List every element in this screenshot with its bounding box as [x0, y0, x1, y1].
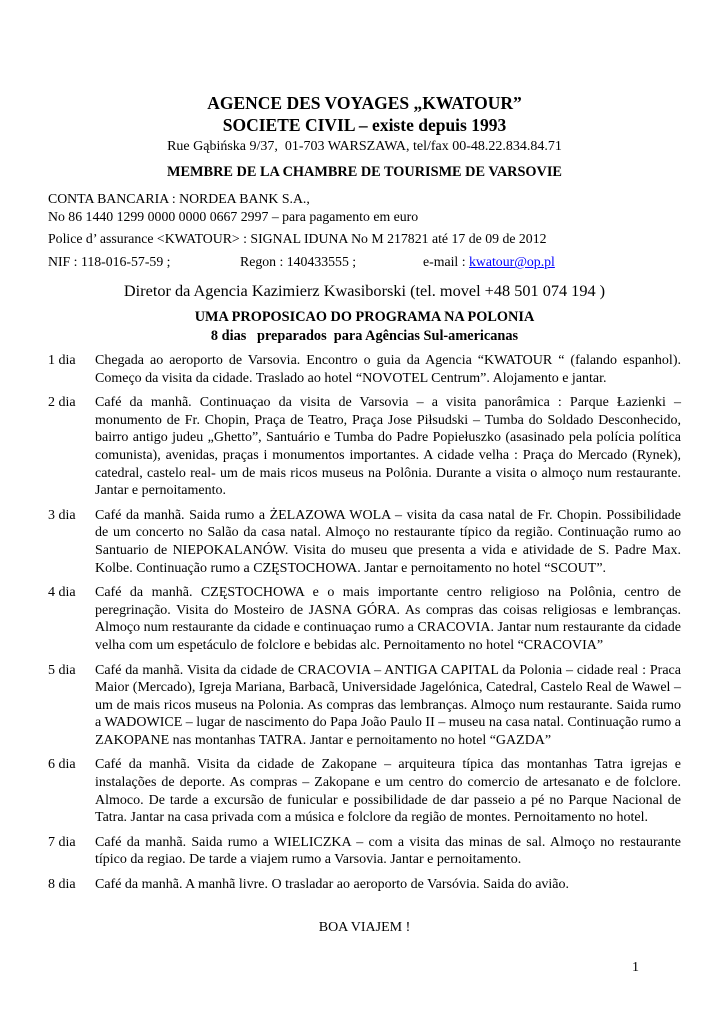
day-text: Café da manhã. Visita da cidade de CRACOVIA – ANTIGA CAPITAL da Polonia – cidade real : Praca Maior (Mercado), Igreja Mariana, Barbacã, Universidade Jagelónica, Catedral, Castelo Real de Wawel – um de mais ricos museus na Polonia. As compras das lembranças. Almoço num restaurante. Saida rumo a WADOWICE – lugar de nascimento do Papa João Paulo II – museu na casa natal. Continuação rumo a ZAKOPANE nas montanhas TATRA. Jantar e pernoitamento no hotel “GAZDA”: [95, 662, 681, 748]
agency-subtitle: SOCIETE CIVIL – existe depuis 1993: [222, 115, 507, 135]
bank-account-line2: No 86 1440 1299 0000 0000 0667 2997 – para pagamento em euro: [48, 209, 419, 224]
day-label: 8 dia: [48, 877, 76, 893]
day-label: 1 dia: [48, 353, 76, 368]
day-row-3: [48, 507, 681, 577]
itinerary-list: [48, 352, 681, 894]
day-row-1: [48, 352, 681, 387]
day-row-4: [48, 584, 681, 654]
day-label: 4 dia: [48, 585, 76, 601]
day-label: 7 dia: [48, 834, 76, 850]
director-line: Diretor da Agencia Kazimierz Kwasiborski (tel. movel +48 501 074 194 ): [123, 281, 606, 300]
page-number: 1: [632, 960, 639, 975]
email-link[interactable]: kwatour@op.pl: [468, 254, 555, 269]
email-label: e-mail :: [423, 254, 469, 269]
agency-address: Rue Gąbińska 9/37, 01-703 WARSZAWA, tel/fax 00-48.22.834.84.71: [167, 139, 562, 154]
day-label: 2 dia: [48, 395, 76, 411]
day-row-6: [48, 756, 681, 826]
program-subtitle: 8 dias preparados para Agências Sul-americanas: [210, 328, 519, 344]
bank-info-block: [48, 190, 681, 271]
agency-title: AGENCE DES VOYAGES „KWATOUR”: [207, 93, 522, 113]
bank-account-line1: CONTA BANCARIA : NORDEA BANK S.A.,: [48, 191, 310, 206]
day-label: 3 dia: [48, 507, 76, 523]
day-text: Café da manhã. Saida rumo a ŻELAZOWA WOLA – visita da casa natal de Fr. Chopin. Possibilidade de um concerto no Salão da casa natal. Almoço no restaurante típico da região. Continuação rumo ao Santuario de NIEPOKALANÓW. Visita do museu que presenta a vida e atividade de S. Padre Max. Kolbe. Continuação rumo a CZĘSTOCHOWA. Jantar e pernoitamento no hotel “SCOUT”.: [95, 507, 681, 576]
day-row-2: [48, 394, 681, 500]
program-title: UMA PROPOSICAO DO PROGRAMA NA POLONIA: [194, 309, 535, 325]
day-text: Café da manhã. Saida rumo a WIELICZKA – com a visita das minas de sal. Almoço no restaurante típico da regiao. De tarde a viajem rumo a Varsovia. Jantar e pernoitamento.: [95, 834, 681, 868]
day-text: Chegada ao aeroporto de Varsovia. Encontro o guia da Agencia “KWATOUR “ (falando espanhol). Começo da visita da cidade. Traslado ao hotel “NOVOTEL Centrum”. Alojamento e jantar.: [95, 353, 681, 386]
membership-line: MEMBRE DE LA CHAMBRE DE TOURISME DE VARSOVIE: [167, 164, 562, 180]
day-text: Café da manhã. Continuaçao da visita de Varsovia – a visita panorâmica : Parque Łazienki – monumento de Fr. Chopin, Praça de Teatro, Praça Jose Piłsudski – Tumba do Soldado Desconhecido, bairro antigo judeu „Ghetto”, Santuário e Tumba do Padre Popiełuszko (asasinado pela polícia política comunista), avenidas, praças i monumentos importantes. A cidade velha : Praça do Mercado (Rynek), catedral, castelo real- um de mais ricos museus na Polônia. Durante a visita o almoço num restaurante. Jantar e pernoitamento.: [95, 395, 681, 499]
day-row-8: [48, 876, 681, 894]
day-row-5: [48, 662, 681, 750]
day-row-7: [48, 834, 681, 869]
day-label: 6 dia: [48, 757, 76, 773]
day-text: Café da manhã. CZĘSTOCHOWA e o mais importante centro religioso na Polônia, centro de peregrinação. Visita do Mosteiro de JASNA GÓRA. As compras das coisas religiosas e lembranças. Almoço num restaurante da cidade e continuaçao rumo a CRACOVIA. Jantar num restaurante da cidade velha com um espetáculo de folclore e bebidas alc. Pernoitamento no hotel “CRACOVIA”: [95, 585, 681, 653]
email-cell: [423, 253, 555, 271]
insurance-line: Police d’ assurance <KWATOUR> : SIGNAL IDUNA No M 217821 até 17 de 09 de 2012: [48, 231, 547, 246]
day-label: 5 dia: [48, 662, 76, 678]
day-text: Café da manhã. Visita da cidade de Zakopane – arquiteura típica das montanhas Tatra igrejas e instalações de deporte. As compras – Zakopane e um centro do comercio de artesanato e de folclore. Almoco. De tarde a excursão de funicular e possibilidade de dar passeio a pé no Parque Nacional de Tatra. Jantar na casa privada com a música e folclore da região de montes. Pernoitamento no hotel.: [95, 757, 681, 826]
farewell-line: BOA VIAJEM !: [318, 919, 411, 935]
day-text: Café da manhã. A manhã livre. O trasladar ao aeroporto de Varsóvia. Saida do avião.: [95, 877, 570, 893]
nif-number: NIF : 118-016-57-59 ;: [48, 254, 171, 269]
tax-ids-row: [48, 253, 681, 271]
regon-number: Regon : 140433555 ;: [240, 254, 357, 269]
